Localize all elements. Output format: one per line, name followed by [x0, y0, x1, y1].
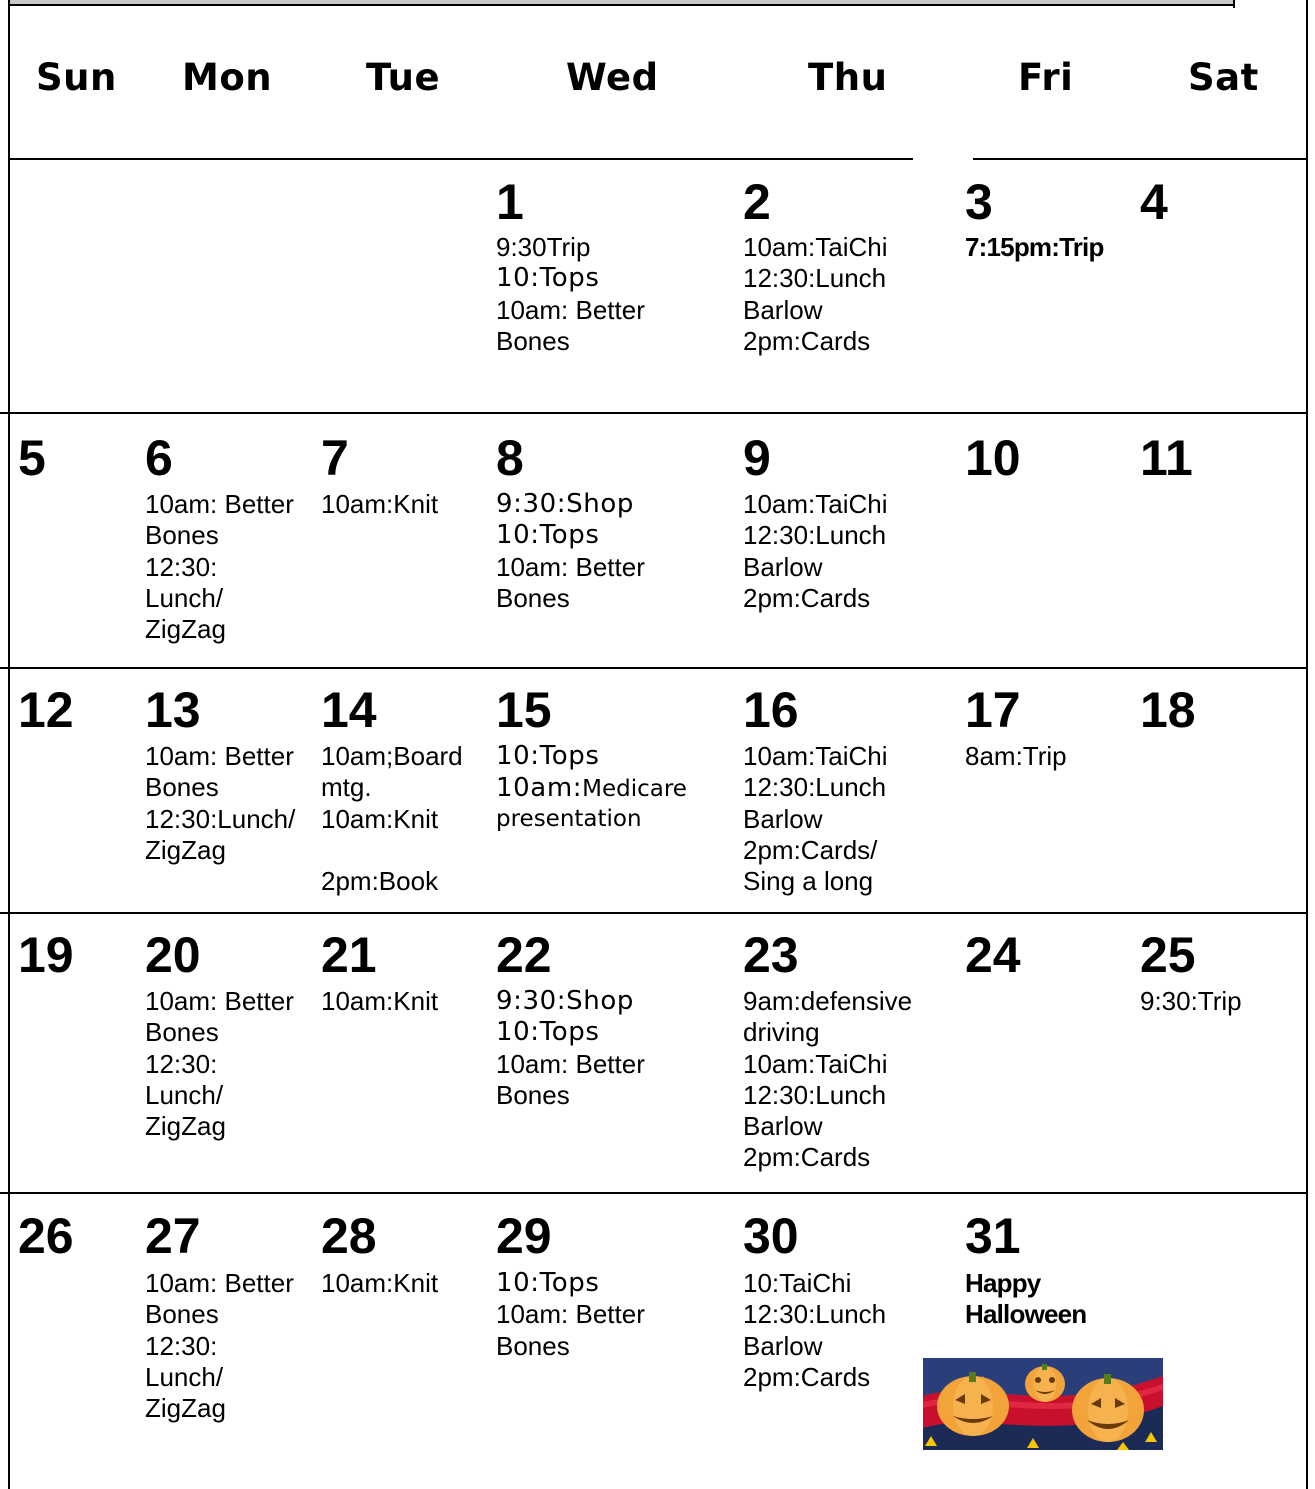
day-number-2: 2 [743, 174, 771, 230]
day-number-26: 26 [18, 1208, 74, 1264]
event: 2pm:Cards [743, 1361, 871, 1392]
day-number-5: 5 [18, 430, 46, 486]
event: Barlow [743, 1330, 823, 1361]
day-6-events [145, 489, 294, 645]
event: 12:30:Lunch [743, 263, 887, 294]
event: Bones [145, 1017, 219, 1048]
event: 2pm:Cards [743, 1142, 871, 1173]
day-number-9: 9 [743, 430, 771, 486]
event: 10:Tops [496, 520, 600, 551]
event: 10:Tops [496, 1268, 600, 1298]
day-number-25: 25 [1140, 927, 1196, 983]
event: 10am:Knit [321, 803, 439, 834]
day-3-events [965, 232, 1104, 263]
day-number-29: 29 [496, 1208, 552, 1264]
day-16-events [743, 741, 888, 897]
week-divider-4 [0, 1192, 1308, 1194]
event: 10am: Better [496, 294, 645, 325]
header-thu: Thu [808, 56, 888, 99]
day-number-3: 3 [965, 174, 993, 230]
event: Lunch/ [145, 1079, 224, 1110]
day-number-22: 22 [496, 927, 552, 983]
week-divider-3 [0, 912, 1308, 914]
day-31-events [965, 1268, 1086, 1331]
event: 12:30:Lunch/ [145, 803, 296, 834]
day-23-events [743, 986, 912, 1174]
day-number-13: 13 [145, 682, 201, 738]
event: 9:30:Shop [496, 489, 634, 519]
day-2-events [743, 232, 888, 357]
day-25-events [1140, 986, 1242, 1017]
halloween-pumpkins-image [923, 1358, 1163, 1450]
event: 10am;Board [321, 741, 463, 771]
day-1-events [496, 232, 645, 357]
event: ZigZag [145, 1393, 226, 1424]
day-number-12: 12 [18, 682, 74, 738]
day-number-17: 17 [965, 682, 1021, 738]
header-sat: Sat [1188, 56, 1259, 99]
event: 2pm:Book [321, 866, 439, 897]
day-27-events [145, 1268, 294, 1424]
week-divider-2 [0, 667, 1308, 669]
day-number-11: 11 [1140, 430, 1193, 486]
event: 10am: [496, 773, 583, 804]
frame-left-border [8, 0, 10, 1489]
event: Barlow [743, 803, 823, 834]
event: 9:30:Shop [496, 986, 634, 1016]
day-number-18: 18 [1140, 682, 1196, 738]
event: Bones [496, 582, 570, 613]
event: 12:30: [145, 551, 218, 582]
event: 2pm:Cards [743, 582, 871, 613]
day-number-28: 28 [321, 1208, 377, 1264]
event: 8am:Trip [965, 741, 1067, 771]
event: 12:30:Lunch [743, 772, 887, 803]
day-7-events [321, 489, 438, 520]
event: Happy [965, 1268, 1041, 1298]
day-29-events [496, 1268, 645, 1362]
day-8-events [496, 489, 645, 614]
event: 10am:TaiChi [743, 232, 888, 262]
week-divider-1 [0, 412, 1308, 414]
event: Barlow [743, 1111, 823, 1142]
day-number-15: 15 [496, 682, 552, 738]
day-9-events [743, 489, 888, 614]
top-banner-strip [8, 0, 1234, 6]
day-30-events [743, 1268, 886, 1393]
event: 12:30: [145, 1330, 218, 1361]
event: Lunch/ [145, 582, 224, 613]
event: 10:Tops [496, 741, 600, 771]
event: Sing a long [743, 866, 874, 897]
event: Lunch/ [145, 1361, 224, 1392]
event: Bones [145, 1299, 219, 1330]
day-13-events [145, 741, 295, 866]
header-tue: Tue [366, 56, 441, 99]
event: Barlow [743, 294, 823, 325]
event: Bones [145, 520, 219, 551]
event: 10am:TaiChi [743, 741, 888, 771]
event: 10am:TaiChi [743, 489, 888, 519]
day-15-events [496, 741, 687, 835]
header-fri: Fri [1018, 56, 1074, 99]
day-number-21: 21 [321, 927, 377, 983]
event: 10am:TaiChi [743, 1048, 888, 1079]
day-28-events [321, 1268, 438, 1299]
event: 10:Tops [496, 263, 600, 294]
day-number-6: 6 [145, 430, 173, 486]
day-number-1: 1 [496, 174, 524, 230]
event: 7:15pm:Trip [965, 232, 1104, 262]
header-wed: Wed [566, 56, 659, 99]
day-number-10: 10 [965, 430, 1021, 486]
day-number-20: 20 [145, 927, 201, 983]
day-number-19: 19 [18, 927, 74, 983]
event: 12:30: [145, 1048, 218, 1079]
event: Medicare [582, 776, 687, 803]
event: driving [743, 1017, 820, 1048]
frame-right-border [1306, 0, 1308, 1489]
event: 10am: Better [145, 986, 294, 1016]
topbar-end-tick [1233, 0, 1235, 8]
event: 10am: Better [496, 1048, 645, 1079]
event: Barlow [743, 551, 823, 582]
event: 10am: Better [496, 551, 645, 582]
event: 10am:Knit [321, 1268, 439, 1298]
day-number-24: 24 [965, 927, 1021, 983]
event: 10am: Better [145, 489, 294, 519]
event: 9:30Trip [496, 232, 591, 262]
event: 10am: Better [145, 1268, 294, 1298]
header-rule-left [8, 158, 913, 160]
day-22-events [496, 986, 645, 1111]
day-number-14: 14 [321, 682, 377, 738]
event: ZigZag [145, 614, 226, 645]
event: 9am:defensive [743, 986, 913, 1016]
event: Halloween [965, 1299, 1087, 1330]
day-14-events [321, 741, 463, 897]
day-17-events [965, 741, 1067, 772]
event: 10am: Better [496, 1299, 645, 1330]
day-number-30: 30 [743, 1208, 799, 1264]
event: ZigZag [145, 1111, 226, 1142]
event: 9:30:Trip [1140, 986, 1242, 1016]
day-number-4: 4 [1140, 174, 1168, 230]
header-sun: Sun [36, 56, 117, 99]
header-mon: Mon [182, 56, 273, 99]
day-number-27: 27 [145, 1208, 201, 1264]
event: 10:TaiChi [743, 1268, 852, 1298]
day-number-23: 23 [743, 927, 799, 983]
event: 10am: Better [145, 741, 294, 771]
event: 10am:Knit [321, 986, 439, 1016]
day-20-events [145, 986, 294, 1142]
event: ZigZag [145, 834, 226, 865]
event: Bones [496, 1079, 570, 1110]
event: 12:30:Lunch [743, 520, 887, 551]
header-rule-right [973, 158, 1308, 160]
event: Bones [496, 325, 570, 356]
event: 12:30:Lunch [743, 1079, 887, 1110]
event: 2pm:Cards/ [743, 834, 878, 865]
event: Bones [496, 1330, 570, 1361]
event: 2pm:Cards [743, 325, 871, 356]
event: 12:30:Lunch [743, 1299, 887, 1330]
day-number-7: 7 [321, 430, 349, 486]
event: Bones [145, 772, 219, 803]
event: 10am:Knit [321, 489, 439, 519]
event: presentation [496, 805, 642, 832]
day-number-16: 16 [743, 682, 799, 738]
day-21-events [321, 986, 438, 1017]
day-number-8: 8 [496, 430, 524, 486]
event: mtg. [321, 772, 372, 803]
event: 10:Tops [496, 1017, 600, 1048]
day-number-31: 31 [965, 1208, 1021, 1264]
event [321, 835, 463, 866]
